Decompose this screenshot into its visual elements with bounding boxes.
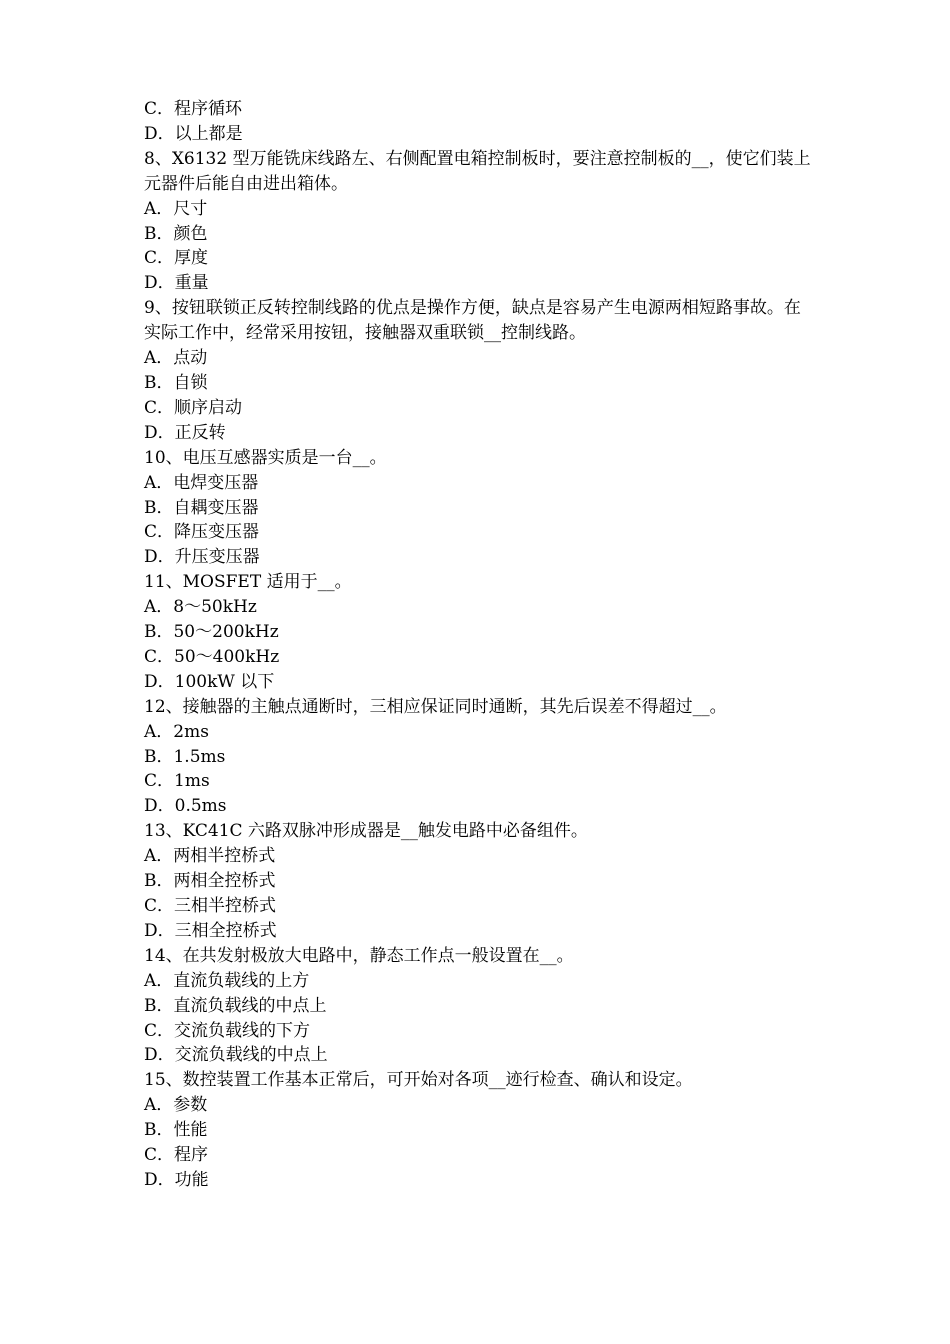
option-line: B．两相全控桥式 bbox=[144, 871, 276, 892]
question-stem: 12、接触器的主触点通断时，三相应保证同时通断，其先后误差不得超过__。 bbox=[144, 696, 727, 717]
question-stem: 13、KC41C 六路双脉冲形成器是__触发电路中必备组件。 bbox=[144, 821, 588, 842]
option-line: A．点动 bbox=[144, 348, 208, 369]
option-line: C．顺序启动 bbox=[144, 397, 243, 418]
option-line: C．程序循环 bbox=[144, 99, 243, 119]
option-line: C．厚度 bbox=[144, 248, 209, 269]
question-stem: 8、X6132 型万能铣床线路左、右侧配置电箱控制板时，要注意控制板的__，使它们装上元器件后能自由进出箱体。 bbox=[144, 148, 811, 194]
option-line: B．1.5ms bbox=[144, 746, 226, 767]
option-line: D．以上都是 bbox=[144, 123, 243, 144]
option-line: C．程序 bbox=[144, 1145, 209, 1166]
option-line: A．参数 bbox=[144, 1095, 208, 1116]
option-line: A．直流负载线的上方 bbox=[144, 970, 310, 991]
option-line: D．重量 bbox=[144, 273, 209, 294]
option-line: C．1ms bbox=[144, 771, 210, 792]
option-line: D．升压变压器 bbox=[144, 547, 260, 568]
option-line: D．交流负载线的中点上 bbox=[144, 1045, 328, 1066]
option-line: A．尺寸 bbox=[144, 198, 208, 219]
option-line: C．50～400kHz bbox=[144, 646, 280, 667]
option-line: B．性能 bbox=[144, 1120, 208, 1141]
option-line: B．自耦变压器 bbox=[144, 497, 259, 518]
option-line: B．50～200kHz bbox=[144, 622, 279, 643]
question-stem: 11、MOSFET 适用于__。 bbox=[144, 572, 352, 593]
option-line: B．颜色 bbox=[144, 223, 208, 244]
option-line: C．降压变压器 bbox=[144, 522, 260, 543]
option-line: D．正反转 bbox=[144, 422, 226, 443]
option-line: D．0.5ms bbox=[144, 796, 227, 817]
document-page bbox=[144, 97, 816, 1193]
option-line: C．交流负载线的下方 bbox=[144, 1020, 311, 1041]
option-line: A．两相半控桥式 bbox=[144, 846, 276, 867]
question-stem: 9、按钮联锁正反转控制线路的优点是操作方便，缺点是容易产生电源两相短路事故。在实际工作中，经常采用按钮，接触器双重联锁__控制线路。 bbox=[144, 298, 801, 344]
option-line: C．三相半控桥式 bbox=[144, 896, 277, 916]
question-stem: 15、数控装置工作基本正常后，可开始对各项__迹行检查、确认和设定。 bbox=[144, 1070, 693, 1091]
option-line: D．三相全控桥式 bbox=[144, 920, 277, 941]
option-line: B．自锁 bbox=[144, 372, 208, 393]
option-line: D．100kW 以下 bbox=[144, 671, 275, 692]
option-line: A．2ms bbox=[144, 721, 209, 742]
question-stem: 14、在共发射极放大电路中，静态工作点一般设置在__。 bbox=[144, 945, 574, 966]
option-line: A．电焊变压器 bbox=[144, 472, 259, 493]
option-line: D．功能 bbox=[144, 1169, 209, 1190]
option-line: B．直流负载线的中点上 bbox=[144, 995, 327, 1016]
option-line: A．8～50kHz bbox=[144, 597, 257, 618]
question-stem: 10、电压互感器实质是一台__。 bbox=[144, 447, 387, 468]
